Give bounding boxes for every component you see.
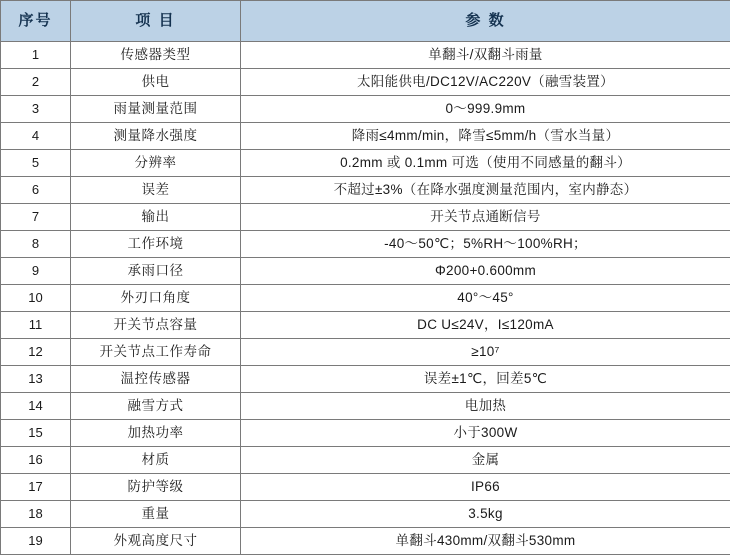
cell-item: 材质 (71, 447, 241, 474)
table-row (1, 528, 730, 555)
cell-index: 13 (1, 366, 71, 393)
cell-index: 4 (1, 123, 71, 150)
cell-param: 40°～45° (241, 285, 730, 312)
cell-index: 19 (1, 528, 71, 555)
cell-param: 开关节点通断信号 (241, 204, 730, 231)
table-row (1, 231, 730, 258)
column-header-param: 参 数 (241, 1, 730, 42)
cell-item: 外观高度尺寸 (71, 528, 241, 555)
cell-param: 单翻斗430mm/双翻斗530mm (241, 528, 730, 555)
cell-param: DC U≤24V，I≤120mA (241, 312, 730, 339)
table-row (1, 474, 730, 501)
cell-item: 分辨率 (71, 150, 241, 177)
cell-index: 8 (1, 231, 71, 258)
cell-param: ≥10⁷ (241, 339, 730, 366)
table-row (1, 42, 730, 69)
table-row (1, 339, 730, 366)
cell-item: 雨量测量范围 (71, 96, 241, 123)
table-body (1, 42, 730, 555)
cell-param: 3.5kg (241, 501, 730, 528)
cell-item: 工作环境 (71, 231, 241, 258)
cell-index: 9 (1, 258, 71, 285)
cell-index: 15 (1, 420, 71, 447)
table-header-row (1, 1, 730, 42)
cell-index: 14 (1, 393, 71, 420)
cell-item: 输出 (71, 204, 241, 231)
cell-index: 17 (1, 474, 71, 501)
cell-param: 单翻斗/双翻斗雨量 (241, 42, 730, 69)
column-header-item: 项 目 (71, 1, 241, 42)
table-row (1, 69, 730, 96)
cell-index: 12 (1, 339, 71, 366)
cell-param: 0.2mm 或 0.1mm 可选（使用不同感量的翻斗） (241, 150, 730, 177)
cell-index: 1 (1, 42, 71, 69)
table-row (1, 447, 730, 474)
cell-index: 7 (1, 204, 71, 231)
cell-param: 降雨≤4mm/min，降雪≤5mm/h（雪水当量） (241, 123, 730, 150)
cell-item: 测量降水强度 (71, 123, 241, 150)
cell-param: 0～999.9mm (241, 96, 730, 123)
cell-param: 金属 (241, 447, 730, 474)
table-row (1, 366, 730, 393)
table-row (1, 177, 730, 204)
table-row (1, 501, 730, 528)
table-row (1, 420, 730, 447)
cell-index: 3 (1, 96, 71, 123)
cell-param: 太阳能供电/DC12V/AC220V（融雪装置） (241, 69, 730, 96)
table-row (1, 285, 730, 312)
table-row (1, 393, 730, 420)
cell-item: 防护等级 (71, 474, 241, 501)
cell-item: 开关节点工作寿命 (71, 339, 241, 366)
table-row (1, 312, 730, 339)
table-row (1, 258, 730, 285)
cell-index: 11 (1, 312, 71, 339)
cell-item: 融雪方式 (71, 393, 241, 420)
cell-item: 误差 (71, 177, 241, 204)
cell-item: 传感器类型 (71, 42, 241, 69)
cell-item: 外刃口角度 (71, 285, 241, 312)
cell-item: 承雨口径 (71, 258, 241, 285)
cell-index: 6 (1, 177, 71, 204)
cell-item: 供电 (71, 69, 241, 96)
cell-index: 2 (1, 69, 71, 96)
cell-item: 温控传感器 (71, 366, 241, 393)
cell-param: IP66 (241, 474, 730, 501)
cell-item: 开关节点容量 (71, 312, 241, 339)
cell-param: 不超过±3%（在降水强度测量范围内，室内静态） (241, 177, 730, 204)
cell-index: 18 (1, 501, 71, 528)
cell-index: 5 (1, 150, 71, 177)
cell-index: 16 (1, 447, 71, 474)
table-row (1, 123, 730, 150)
cell-item: 重量 (71, 501, 241, 528)
cell-param: -40～50℃；5%RH～100%RH； (241, 231, 730, 258)
table-row (1, 96, 730, 123)
cell-param: 误差±1℃，回差5℃ (241, 366, 730, 393)
table-header (1, 1, 730, 42)
cell-item: 加热功率 (71, 420, 241, 447)
cell-index: 10 (1, 285, 71, 312)
cell-param: 小于300W (241, 420, 730, 447)
cell-param: 电加热 (241, 393, 730, 420)
table-row (1, 150, 730, 177)
cell-param: Φ200+0.600mm (241, 258, 730, 285)
table-row (1, 204, 730, 231)
column-header-index: 序号 (1, 1, 71, 42)
